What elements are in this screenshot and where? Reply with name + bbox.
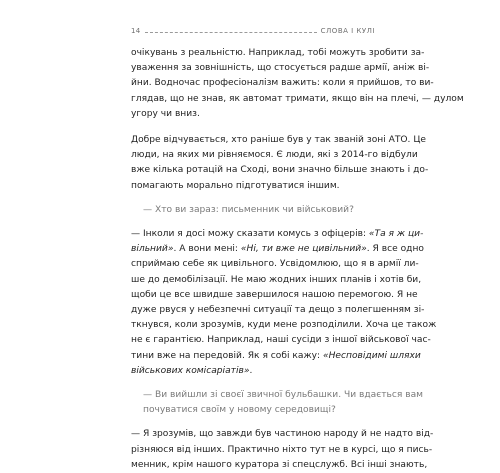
question-line: — Хто ви зараз: письменник чи військовий? bbox=[143, 204, 354, 215]
interview-question bbox=[131, 388, 424, 418]
question-line: почуватися своїм у новому середовищі? bbox=[143, 405, 336, 416]
paragraph bbox=[131, 427, 434, 473]
running-head bbox=[131, 25, 375, 37]
text-line: Добре відчувається, хто раніше був у так званій зоні АТО. Це bbox=[131, 135, 426, 146]
paragraph bbox=[131, 227, 437, 379]
paragraph bbox=[131, 133, 429, 194]
text-line: дуже рвуся у небезпечні ситуації та дещо з полегшенням зі- bbox=[131, 305, 425, 316]
text-line: люди, на яких ми рівняємося. Є люди, які з 2014-го відбули bbox=[131, 150, 418, 161]
text-line: менник, крім нашого куратора зі спецслужб. Всі інші знають, bbox=[131, 459, 428, 470]
text-line: уваження за зовнішність, що стосується радше армії, аніж ві- bbox=[131, 63, 430, 74]
question-line: — Ви вийшли зі своєї звичної бульбашки. Чи вдається вам bbox=[143, 390, 424, 401]
text-line: щоби це все швидше завершилося нашою перемогою. Я не bbox=[131, 289, 418, 300]
header-divider bbox=[145, 32, 317, 33]
paragraph bbox=[131, 46, 464, 122]
text-line: — Інколи я досі можу сказати комусь з офіцерів: «Та я ж ци- bbox=[131, 229, 424, 240]
text-line: не є гарантією. Наприклад, наші сусіди з іншої військової час- bbox=[131, 335, 431, 346]
page-number: 14 bbox=[131, 27, 141, 35]
text-line: різняюся від інших. Практично ніхто тут не в курсі, що я пись- bbox=[131, 444, 433, 455]
interview-question bbox=[131, 203, 375, 218]
text-line: вільний». А вони мені: «Ні, ти вже не цивільний». Я все одно bbox=[131, 244, 424, 255]
text-line: помагають морально підготуватися іншим. bbox=[131, 180, 340, 191]
text-line: військових комісаріатів». bbox=[131, 365, 253, 376]
text-line: ткнувся, коли зрозумів, куди мене розподілили. Хоча це також bbox=[131, 320, 437, 331]
text-line: очікувань з реальністю. Наприклад, тобі можуть зробити за- bbox=[131, 48, 425, 58]
text-line: вже кілька ротацій на Сході, вони значно більше знають і до- bbox=[131, 165, 429, 176]
text-line: глядав, що не знав, як автомат тримати, якщо він на плечі, — дулом bbox=[131, 93, 464, 104]
text-line: сприймаю себе як цивільного. Усвідомлюю, що я в армії ли- bbox=[131, 259, 419, 270]
body-text bbox=[131, 46, 464, 473]
text-line: угору чи вниз. bbox=[131, 108, 200, 119]
book-title: СЛОВА І КУЛІ bbox=[320, 27, 375, 35]
text-line: тини вже на передовій. Як я собі кажу: «Несповідимі шляхи bbox=[131, 350, 421, 361]
text-line: — Я зрозумів, що завжди був частиною народу й не надто від- bbox=[131, 429, 434, 440]
text-line: йни. Водночас професіоналізм важить: коли я прийшов, то ви- bbox=[131, 78, 434, 89]
text-line: ше до демобілізації. Не маю жодних інших планів і хотів би, bbox=[131, 274, 422, 285]
